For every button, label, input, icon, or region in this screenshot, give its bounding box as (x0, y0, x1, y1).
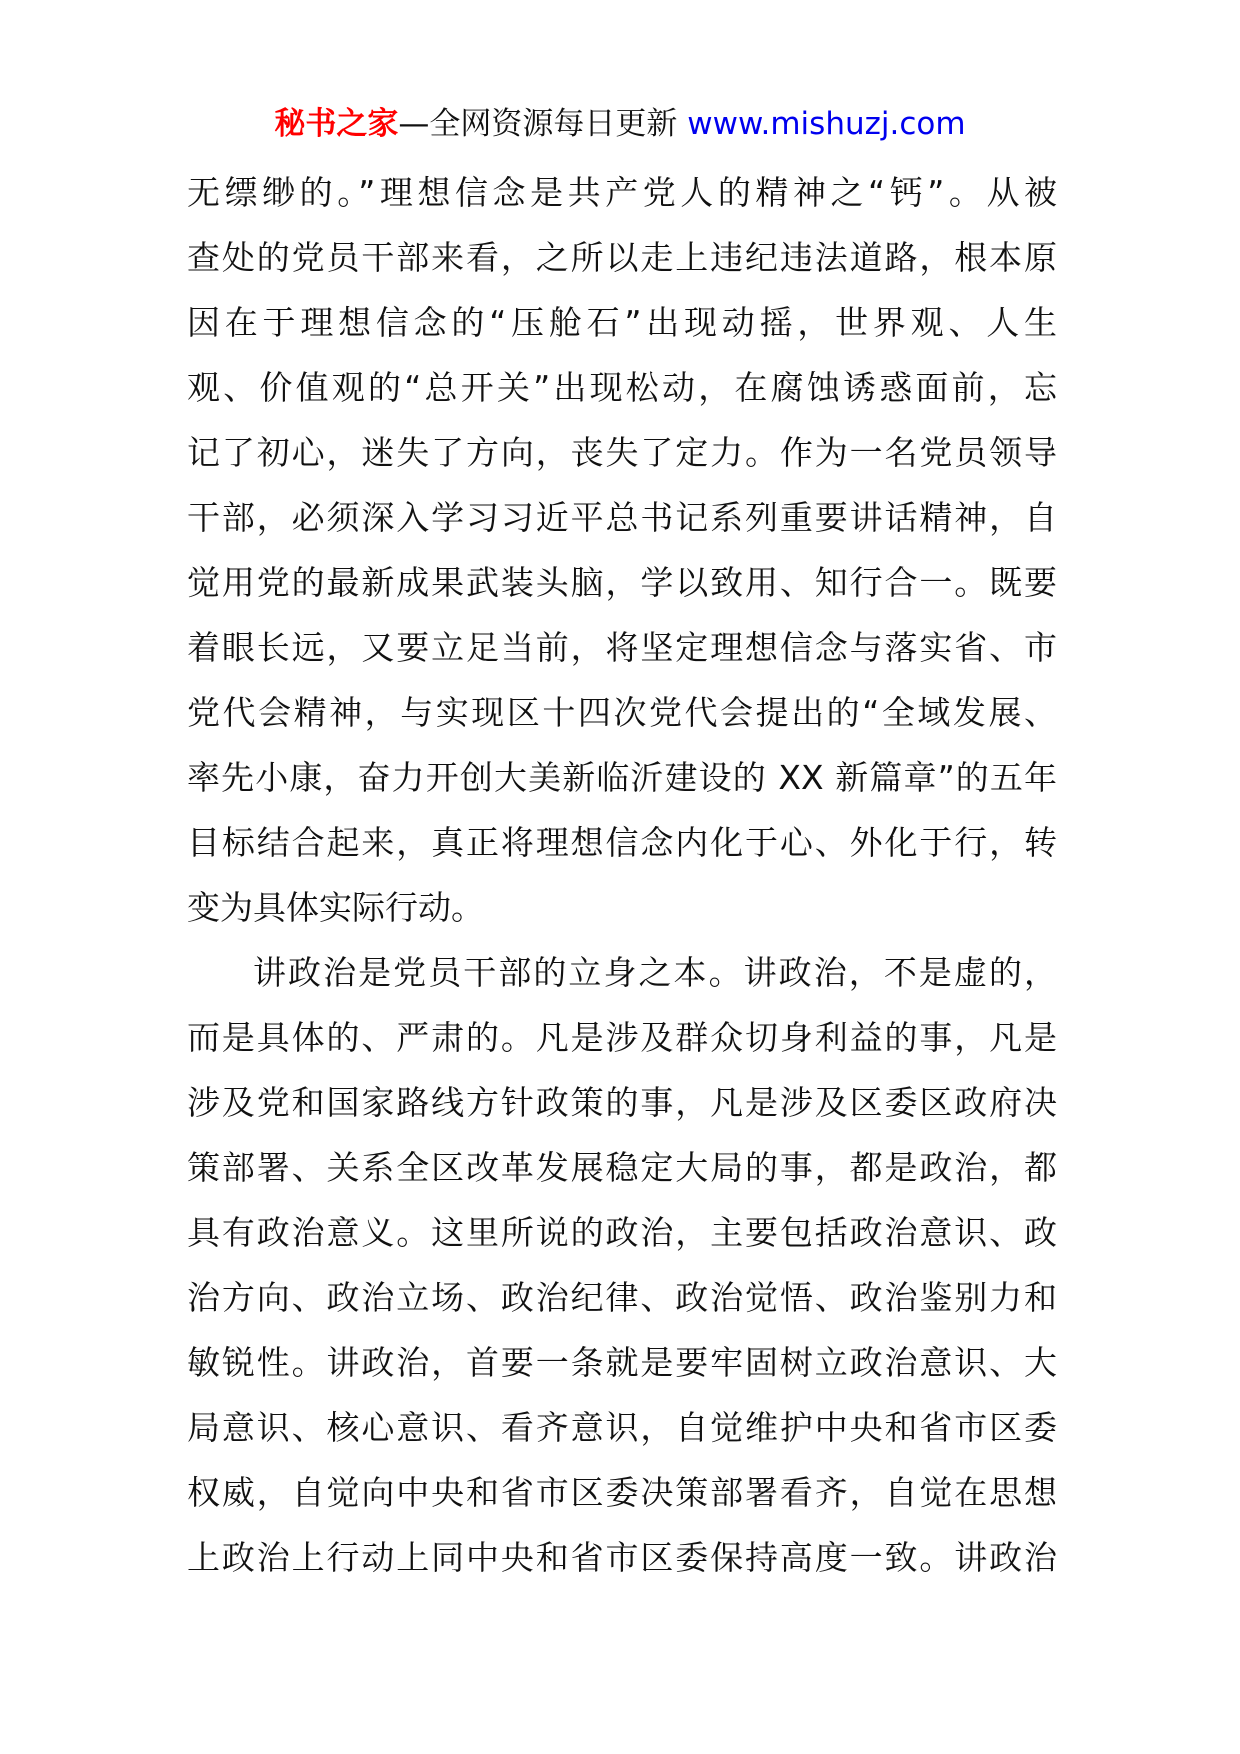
text-line: 党代会精神，与实现区十四次党代会提出的“全域发展、 (187, 693, 1057, 732)
text-line: 局意识、核心意识、看齐意识，自觉维护中央和省市区委 (187, 1408, 1057, 1447)
text-line: 觉用党的最新成果武装头脑，学以致用、知行合一。既要 (187, 563, 1057, 602)
document-body (187, 160, 1057, 1590)
text-line: 记了初心，迷失了方向，丧失了定力。作为一名党员领导 (187, 433, 1057, 472)
text-line: 目标结合起来，真正将理想信念内化于心、外化于行，转 (187, 823, 1057, 862)
text-line: 观、价值观的“总开关”出现松动，在腐蚀诱惑面前，忘 (187, 368, 1057, 407)
text-line: 因在于理想信念的“压舱石”出现动摇，世界观、人生 (187, 303, 1057, 342)
text-line: 权威，自觉向中央和省市区委决策部署看齐，自觉在思想 (187, 1473, 1057, 1512)
text-line: 具有政治意义。这里所说的政治，主要包括政治意识、政 (187, 1213, 1057, 1252)
paragraph-end-line: 变为具体实际行动。 (187, 888, 484, 927)
paragraph-start-line: 讲政治是党员干部的立身之本。讲政治，不是虚的， (253, 953, 1057, 992)
header-tagline: —全网资源每日更新 (398, 106, 678, 142)
text-line: 涉及党和国家路线方针政策的事，凡是涉及区委区政府决 (187, 1083, 1057, 1122)
text-line: 查处的党员干部来看，之所以走上违纪违法道路，根本原 (187, 238, 1057, 277)
text-line: 策部署、关系全区改革发展稳定大局的事，都是政治，都 (187, 1148, 1057, 1187)
text-line: 率先小康，奋力开创大美新临沂建设的 XX 新篇章”的五年 (187, 758, 1057, 797)
brand-name: 秘书之家 (274, 106, 399, 142)
text-line: 上政治上行动上同中央和省市区委保持高度一致。讲政治 (187, 1538, 1057, 1577)
site-url-link[interactable]: www.mishuzj.com (687, 106, 966, 142)
text-line: 治方向、政治立场、政治纪律、政治觉悟、政治鉴别力和 (187, 1278, 1057, 1317)
text-line: 干部，必须深入学习习近平总书记系列重要讲话精神，自 (187, 498, 1057, 537)
site-header (0, 100, 1240, 148)
text-line: 无缥缈的。”理想信念是共产党人的精神之“钙”。从被 (187, 173, 1057, 212)
text-line: 而是具体的、严肃的。凡是涉及群众切身利益的事，凡是 (187, 1018, 1057, 1057)
text-line: 着眼长远，又要立足当前，将坚定理想信念与落实省、市 (187, 628, 1057, 667)
text-line: 敏锐性。讲政治，首要一条就是要牢固树立政治意识、大 (187, 1343, 1057, 1382)
